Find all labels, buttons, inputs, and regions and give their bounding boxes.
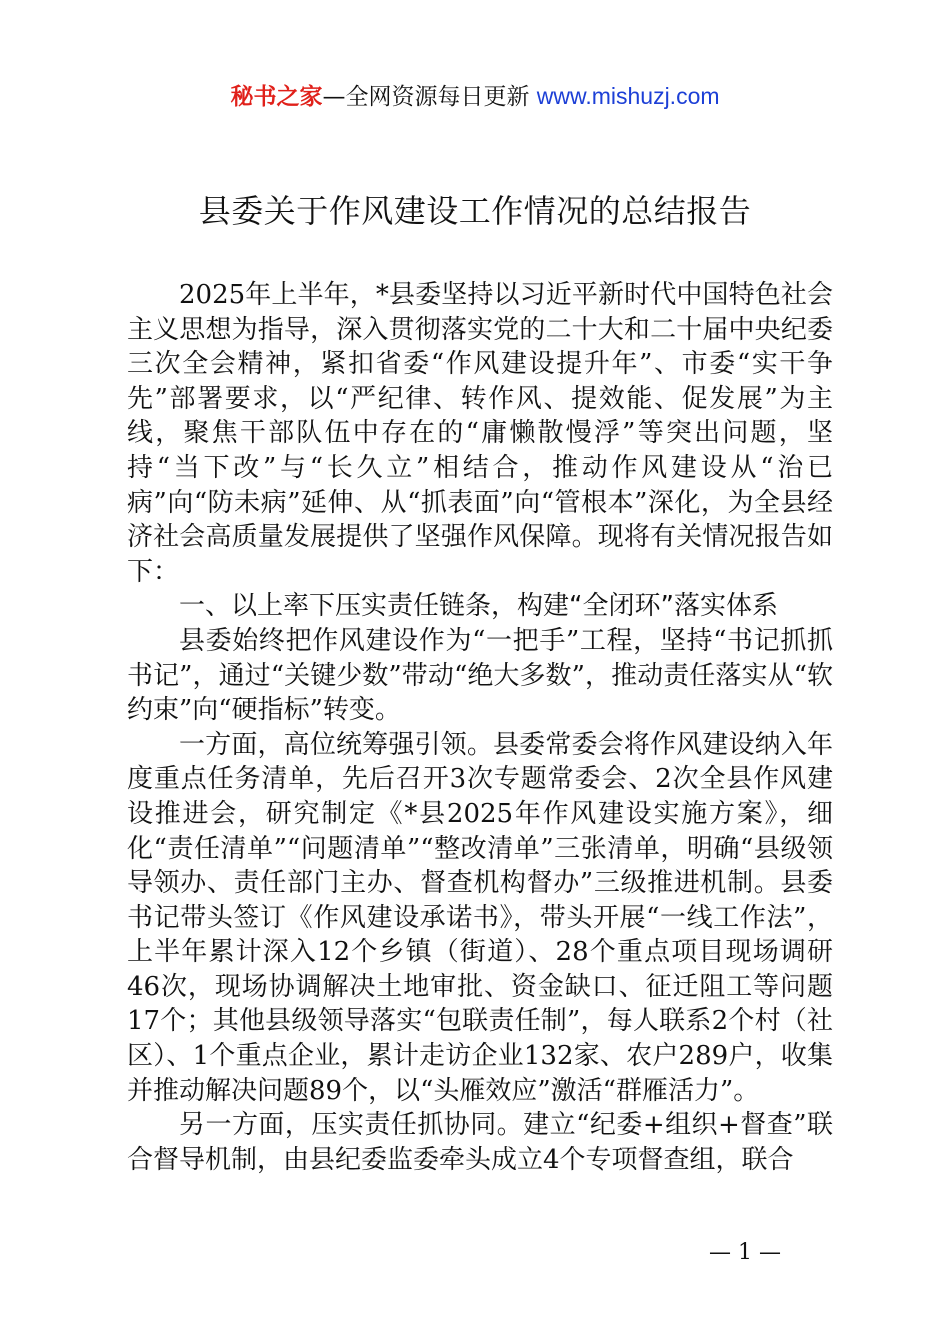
body-paragraph: 另一方面，压实责任抓协同。建立“纪委+组织+督查”联合督导机制，由县纪委监委牵头成立4个专项督查组，联合: [127, 1110, 833, 1175]
site-brand: 秘书之家: [230, 84, 323, 110]
site-slogan: —全网资源每日更新: [322, 84, 537, 110]
body-paragraph: 县委始终把作风建设作为“一把手”工程，坚持“书记抓抓书记”，通过“关键少数”带动“绝大多数”，推动责任落实从“软约束”向“硬指标”转变。: [127, 625, 833, 726]
body-paragraph: 一方面，高位统筹强引领。县委常委会将作风建设纳入年度重点任务清单，先后召开3次专题常委会、2次全县作风建设推进会，研究制定《*县2025年作风建设实施方案》，细化“责任清单”“问题清单”“整改清单”三张清单，明确“县级领导领办、责任部门主办、督查机构督办”三级推进机制。县委书记带头签订《作风建设承诺书》，带头开展“一线工作法”，上半年累计深入12个乡镇（街道）、28个重点项目现场调研46次，现场协调解决土地审批、资金缺口、征迁阻工等问题17个；其他县级领导落实“包联责任制”，每人联系2个村（社区）、1个重点企业，累计走访企业132家、农户289户，收集并推动解决问题89个，以“头雁效应”激活“群雁活力”。: [127, 729, 833, 1106]
document-body: [127, 278, 833, 1177]
document-title: 县委关于作风建设工作情况的总结报告: [198, 192, 752, 230]
section-heading-1: 一、以上率下压实责任链条，构建“全闭环”落实体系: [179, 591, 778, 622]
page-number: — 1 —: [709, 1240, 781, 1265]
intro-paragraph: 2025年上半年，*县委坚持以习近平新时代中国特色社会主义思想为指导，深入贯彻落实党的二十大和二十届中央纪委三次全会精神，紧扣省委“作风建设提升年”、市委“实干争先”部署要求，以“严纪律、转作风、提效能、促发展”为主线，聚焦干部队伍中存在的“庸懒散慢浮”等突出问题，坚持“当下改”与“长久立”相结合，推动作风建设从“治已病”向“防未病”延伸、从“抓表面”向“管根本”深化，为全县经济社会高质量发展提供了坚强作风保障。现将有关情况报告如下：: [127, 280, 833, 587]
site-header: [0, 78, 950, 115]
site-url-link[interactable]: www.mishuzj.com: [536, 83, 720, 109]
